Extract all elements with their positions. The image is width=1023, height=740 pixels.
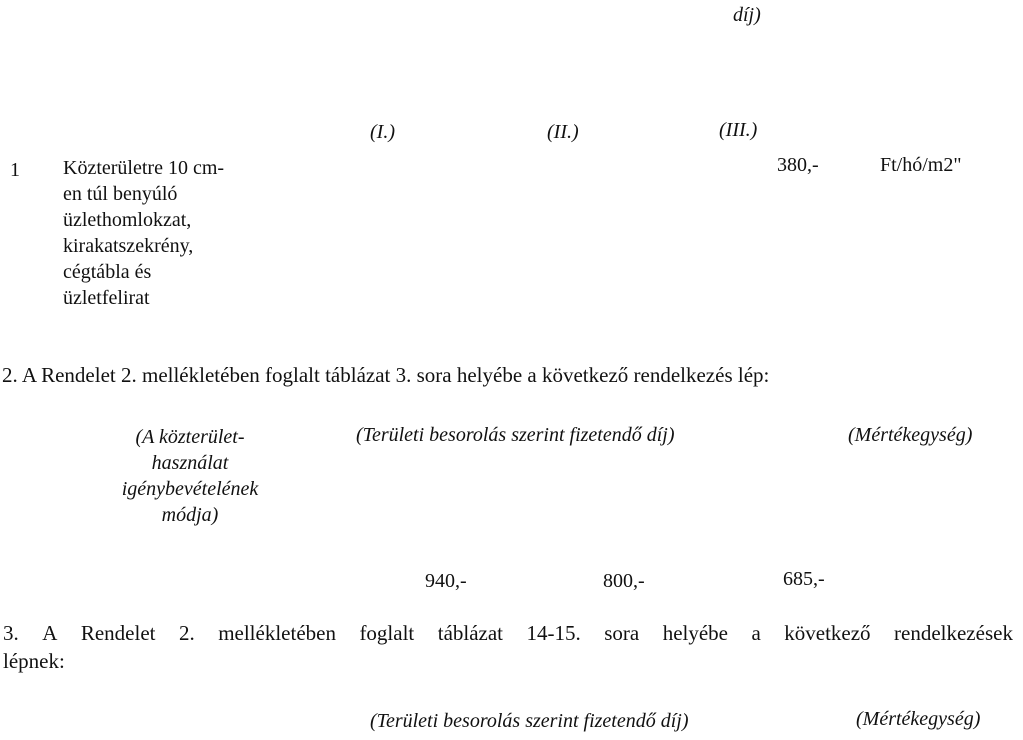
table1-row-unit: Ft/hó/m2": [880, 154, 962, 176]
table1-col-header-3: (III.): [719, 119, 758, 141]
word: a: [751, 621, 761, 645]
usage-header-line: igénybevételének: [121, 478, 259, 500]
word: foglalt: [359, 621, 415, 645]
word: Rendelet: [80, 621, 156, 645]
word: helyébe: [662, 621, 728, 645]
table2-header-usage: [100, 424, 280, 528]
table1-col-header-2: (II.): [547, 121, 579, 143]
description-line: kirakatszekrény,: [63, 235, 194, 257]
usage-header-line: módja): [161, 504, 219, 526]
table2-header-fee: (Területi besorolás szerint fizetendő díj): [356, 424, 675, 446]
table1-col-header-1: (I.): [370, 121, 395, 143]
table1-row-value: 380,-: [777, 154, 819, 176]
word: következő: [784, 621, 871, 645]
description-line: en túl benyúló: [63, 183, 178, 205]
description-line: Közterületre 10 cm-: [63, 157, 225, 179]
top-fragment-text: díj): [733, 4, 761, 26]
word: táblázat: [437, 621, 504, 645]
word: rendelkezések: [894, 621, 1013, 645]
table3-header-unit: (Mértékegység): [856, 708, 981, 730]
paragraph-3-line-1: [3, 620, 1013, 646]
table2-value-2: 800,-: [603, 570, 645, 592]
word: 2.: [178, 621, 195, 645]
word: mellékletében: [218, 621, 336, 645]
word: 3.: [3, 621, 19, 645]
table1-row-number: 1: [10, 159, 20, 181]
table3-header-fee: (Területi besorolás szerint fizetendő díj): [370, 710, 689, 732]
usage-header-line: (A közterület-: [135, 426, 245, 448]
table2-value-1: 940,-: [425, 570, 467, 592]
paragraph-3-line-2: lépnek:: [3, 649, 65, 673]
word: 14-15.: [526, 621, 581, 645]
usage-header-line: használat: [151, 452, 229, 474]
description-line: üzlethomlokzat,: [63, 209, 192, 231]
word: A: [42, 621, 58, 645]
table2-header-unit: (Mértékegység): [848, 424, 973, 446]
description-line: üzletfelirat: [63, 287, 150, 309]
word: sora: [604, 621, 640, 645]
description-line: cégtábla és: [63, 261, 152, 283]
table2-value-3: 685,-: [783, 568, 825, 590]
table1-row-description: [63, 155, 224, 311]
paragraph-2: 2. A Rendelet 2. mellékletében foglalt táblázat 3. sora helyébe a következő rendelkezés lép:: [2, 363, 770, 387]
